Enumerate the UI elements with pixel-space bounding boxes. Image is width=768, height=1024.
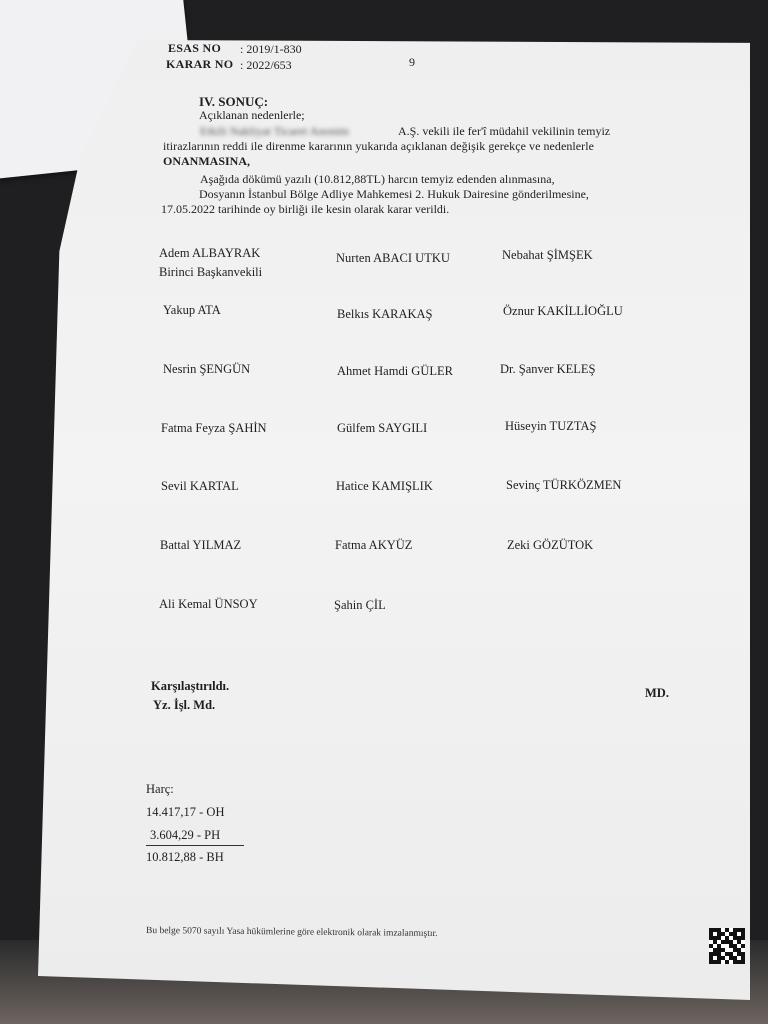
body-line-3: Aşağıda dökümü yazılı (10.812,88TL) harcın temyiz edenden alınmasına, [200,172,555,186]
karar-label: KARAR NO [166,57,234,71]
redacted-party: Etkili Nakliyat Ticaret Anonim [200,124,349,138]
fee-bh: 10.812,88 - BH [146,850,224,864]
judge-name: Ali Kemal ÜNSOY [159,597,258,611]
judge-title: Birinci Başkanvekili [159,265,263,279]
md-text: MD. [645,686,669,700]
judge-name: Nebahat ŞİMŞEK [502,248,593,262]
body-line-2: itirazlarının reddi ile direnme kararının yukarıda açıklanan değişik gerekçe ve nedenlerle [163,139,594,153]
judge-name: Nurten ABACI UTKU [336,251,450,265]
esas-label: ESAS NO [168,41,222,55]
qr-code-icon [709,928,745,964]
judge-name: Şahin ÇİL [334,598,386,612]
intro-text: Açıklanan nedenlerle; [199,108,305,122]
karar-value: : 2022/653 [240,58,292,72]
judge-name: Dr. Şanver KELEŞ [500,362,596,376]
body-line-1: A.Ş. vekili ile fer'î müdahil vekilinin temyiz [398,124,611,138]
judge-name: Fatma AKYÜZ [335,538,413,552]
body-line-5: 17.05.2022 tarihinde oy birliği ile kesin olarak karar verildi. [161,202,450,216]
judge-name: Sevil KARTAL [161,479,239,493]
fee-oh: 14.417,17 - OH [146,805,225,819]
judge-name: Sevinç TÜRKÖZMEN [506,478,622,492]
e-signature-note: Bu belge 5070 sayılı Yasa hükümlerine göre elektronik olarak imzalanmıştır. [145,926,438,940]
judge-name: Belkıs KARAKAŞ [337,307,433,321]
sum-line [146,845,244,846]
fees-label: Harç: [146,782,174,796]
judge-name: Adem ALBAYRAK [159,246,261,260]
fee-ph: 3.604,29 - PH [150,828,221,842]
judge-name: Battal YILMAZ [160,538,242,552]
judge-name: Öznur KAKİLLİOĞLU [503,304,623,318]
judge-name: Ahmet Hamdi GÜLER [337,364,453,378]
section-title: IV. SONUÇ: [199,94,269,109]
body-line-4: Dosyanın İstanbul Bölge Adliye Mahkemesi 2. Hukuk Dairesine gönderilmesine, [199,187,589,201]
judge-name: Hatice KAMIŞLIK [336,479,433,493]
judge-name: Hüseyin TUZTAŞ [505,419,597,433]
page-number: 9 [409,55,415,69]
yz-isl-md-text: Yz. İşl. Md. [153,698,216,712]
onanmasina-text: ONANMASINA, [163,154,250,168]
judge-name: Gülfem SAYGILI [337,421,428,435]
judge-name: Nesrin ŞENGÜN [163,362,251,376]
karsilastirildi-text: Karşılaştırıldı. [151,679,230,693]
judge-name: Zeki GÖZÜTOK [507,538,594,552]
judge-name: Yakup ATA [163,303,221,317]
esas-value: : 2019/1-830 [240,42,302,56]
judge-name: Fatma Feyza ŞAHİN [161,421,267,435]
